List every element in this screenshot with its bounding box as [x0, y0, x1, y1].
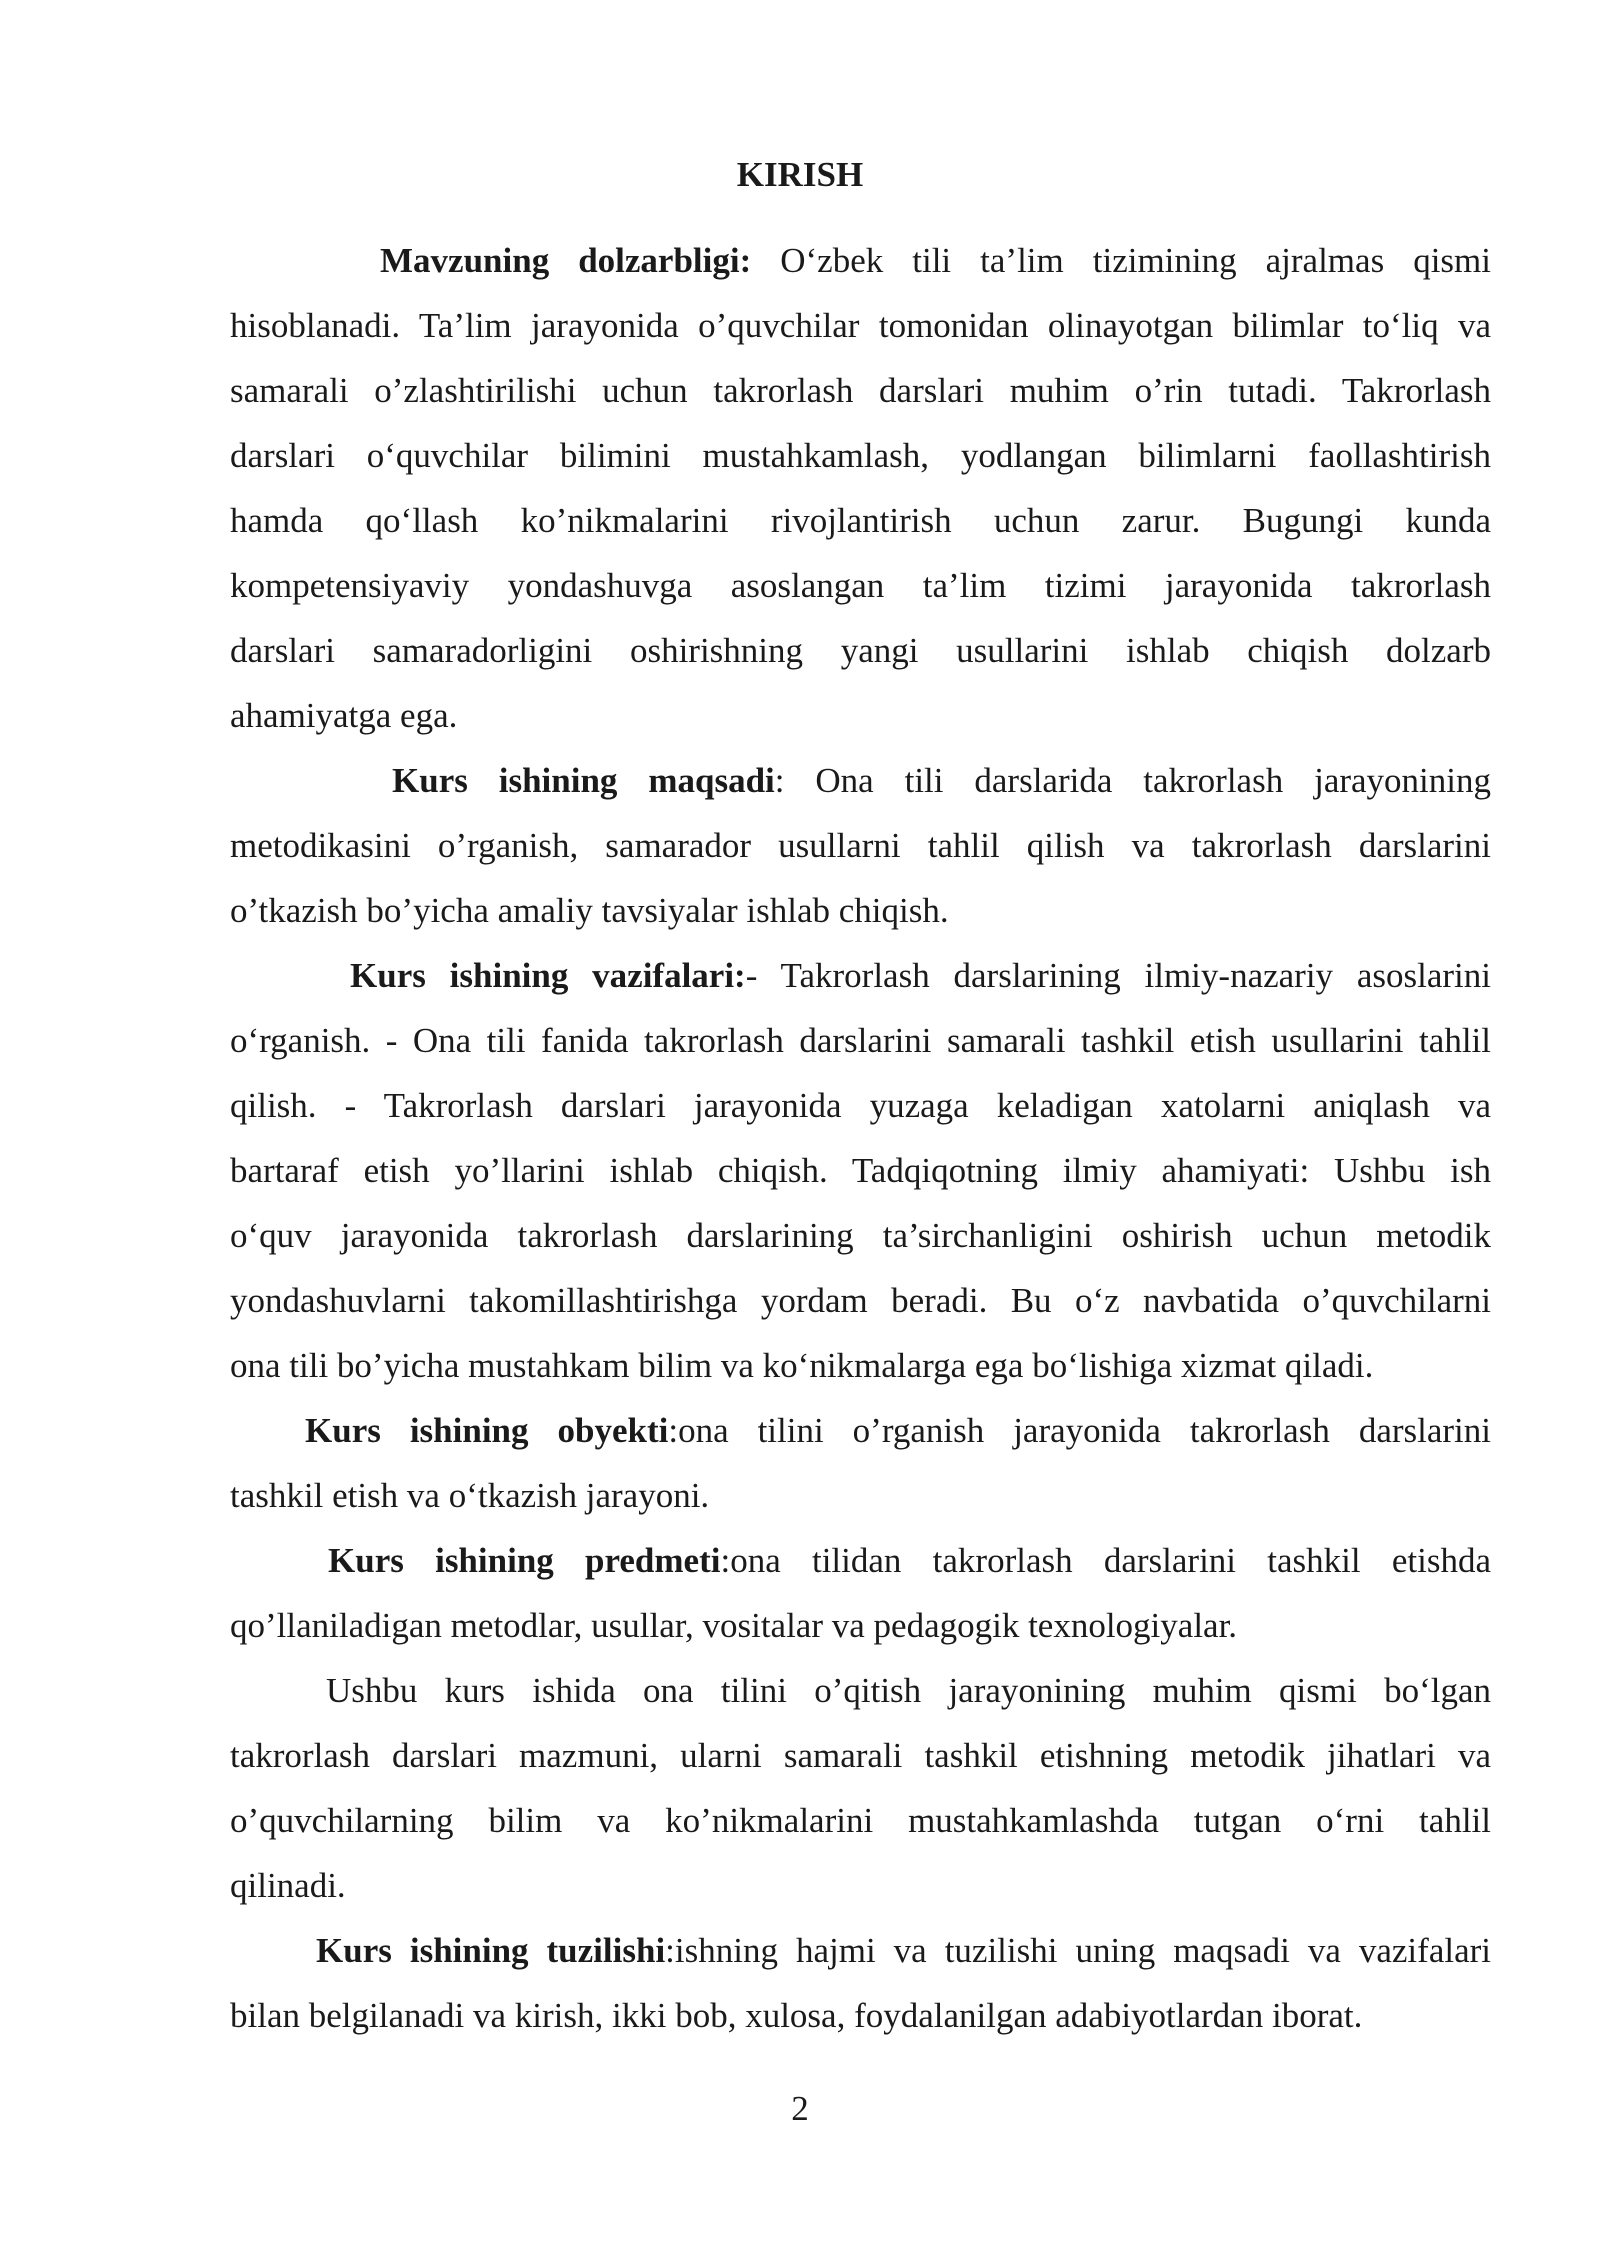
line-text: - Takrorlash darslarining ilmiy-nazariy asoslarini [745, 956, 1491, 995]
line-text: kompetensiyaviy yondashuvga asoslangan ta’lim tizimi jarayonida takrorlash [230, 566, 1491, 605]
text-line [230, 695, 457, 737]
bold-heading: Kurs ishining predmeti [328, 1541, 721, 1580]
text-line [230, 1800, 1491, 1842]
line-text: takrorlash darslari mazmuni, ularni samarali tashkil etishning metodik jihatlari va [230, 1736, 1491, 1775]
line-text: bilan belgilanadi va kirish, ikki bob, xulosa, foydalanilgan adabiyotlardan iborat. [230, 1996, 1363, 2035]
text-line [316, 1930, 1491, 1972]
text-line [230, 1020, 1491, 1062]
text-line [230, 1085, 1491, 1127]
text-line [230, 1865, 346, 1907]
text-line [230, 1995, 1362, 2037]
bold-heading: Kurs ishining maqsadi [392, 761, 775, 800]
line-text: darslari o‘quvchilar bilimini mustahkamlash, yodlangan bilimlarni faollashtirish [230, 436, 1491, 475]
line-text: qilish. - Takrorlash darslari jarayonida yuzaga keladigan xatolarni aniqlash va [230, 1086, 1491, 1125]
line-text: ona tili bo’yicha mustahkam bilim va ko‘nikmalarga ega bo‘lishiga xizmat qiladi. [230, 1346, 1374, 1385]
line-text: :ona tilidan takrorlash darslarini tashkil etishda [720, 1541, 1491, 1580]
text-line [230, 1605, 1237, 1647]
text-line [350, 955, 1491, 997]
text-line [230, 370, 1491, 412]
line-text: Ushbu kurs ishida ona tilini o’qitish jarayonining muhim qismi bo‘lgan [326, 1671, 1491, 1710]
line-text: O‘zbek tili ta’lim tizimining ajralmas qismi [751, 241, 1491, 280]
text-line [380, 240, 1491, 282]
line-text: darslari samaradorligini oshirishning yangi usullarini ishlab chiqish dolzarb [230, 631, 1491, 670]
text-line [230, 1475, 709, 1517]
text-line [230, 305, 1491, 347]
line-text: qilinadi. [230, 1866, 346, 1905]
text-line [328, 1540, 1491, 1582]
text-line [230, 1280, 1491, 1322]
page-number: 2 [791, 2089, 809, 2128]
text-line [230, 1735, 1491, 1777]
text-line [230, 890, 949, 932]
line-text: tashkil etish va o‘tkazish jarayoni. [230, 1476, 710, 1515]
line-text: hamda qo‘llash ko’nikmalarini rivojlantirish uchun zarur. Bugungi kunda [230, 501, 1491, 540]
line-text: :ishning hajmi va tuzilishi uning maqsadi va vazifalari [665, 1931, 1491, 1970]
line-text: :ona tilini o’rganish jarayonida takrorlash darslarini [668, 1411, 1491, 1450]
bold-heading: Kurs ishining vazifalari: [350, 956, 746, 995]
bold-heading: Mavzuning dolzarbligi: [380, 241, 752, 280]
text-line [230, 500, 1491, 542]
text-line [230, 1215, 1491, 1257]
text-line [230, 1150, 1491, 1192]
line-text: o‘rganish. - Ona tili fanida takrorlash darslarini samarali tashkil etish usullarini tahlil [230, 1021, 1491, 1060]
bold-heading: Kurs ishining tuzilishi [316, 1931, 666, 1970]
line-text: qo’llaniladigan metodlar, usullar, vositalar va pedagogik texnologiyalar. [230, 1606, 1238, 1645]
line-text: o’tkazish bo’yicha amaliy tavsiyalar ishlab chiqish. [230, 891, 949, 930]
text-line [392, 760, 1491, 802]
text-line [230, 565, 1491, 607]
text-line [230, 435, 1491, 477]
line-text: o‘quv jarayonida takrorlash darslarining ta’sirchanligini oshirish uchun metodik [230, 1216, 1491, 1255]
page-title: KIRISH [736, 155, 864, 194]
line-text: bartaraf etish yo’llarini ishlab chiqish. Tadqiqotning ilmiy ahamiyati: Ushbu ish [230, 1151, 1491, 1190]
text-line [230, 1345, 1373, 1387]
line-text: metodikasini o’rganish, samarador usullarni tahlil qilish va takrorlash darslarini [230, 826, 1491, 865]
text-line [305, 1410, 1491, 1452]
line-text: yondashuvlarni takomillashtirishga yordam beradi. Bu o‘z navbatida o’quvchilarni [230, 1281, 1491, 1320]
line-text: hisoblanadi. Ta’lim jarayonida o’quvchilar tomonidan olinayotgan bilimlar to‘liq va [230, 306, 1491, 345]
bold-heading: Kurs ishining obyekti [305, 1411, 669, 1450]
line-text: ahamiyatga ega. [230, 696, 458, 735]
line-text: samarali o’zlashtirilishi uchun takrorlash darslari muhim o’rin tutadi. Takrorlash [230, 371, 1491, 410]
text-line [230, 630, 1491, 672]
text-line [230, 825, 1491, 867]
line-text: : Ona tili darslarida takrorlash jarayonining [774, 761, 1492, 800]
line-text: o’quvchilarning bilim va ko’nikmalarini mustahkamlashda tutgan o‘rni tahlil [230, 1801, 1491, 1840]
text-line [326, 1670, 1491, 1712]
